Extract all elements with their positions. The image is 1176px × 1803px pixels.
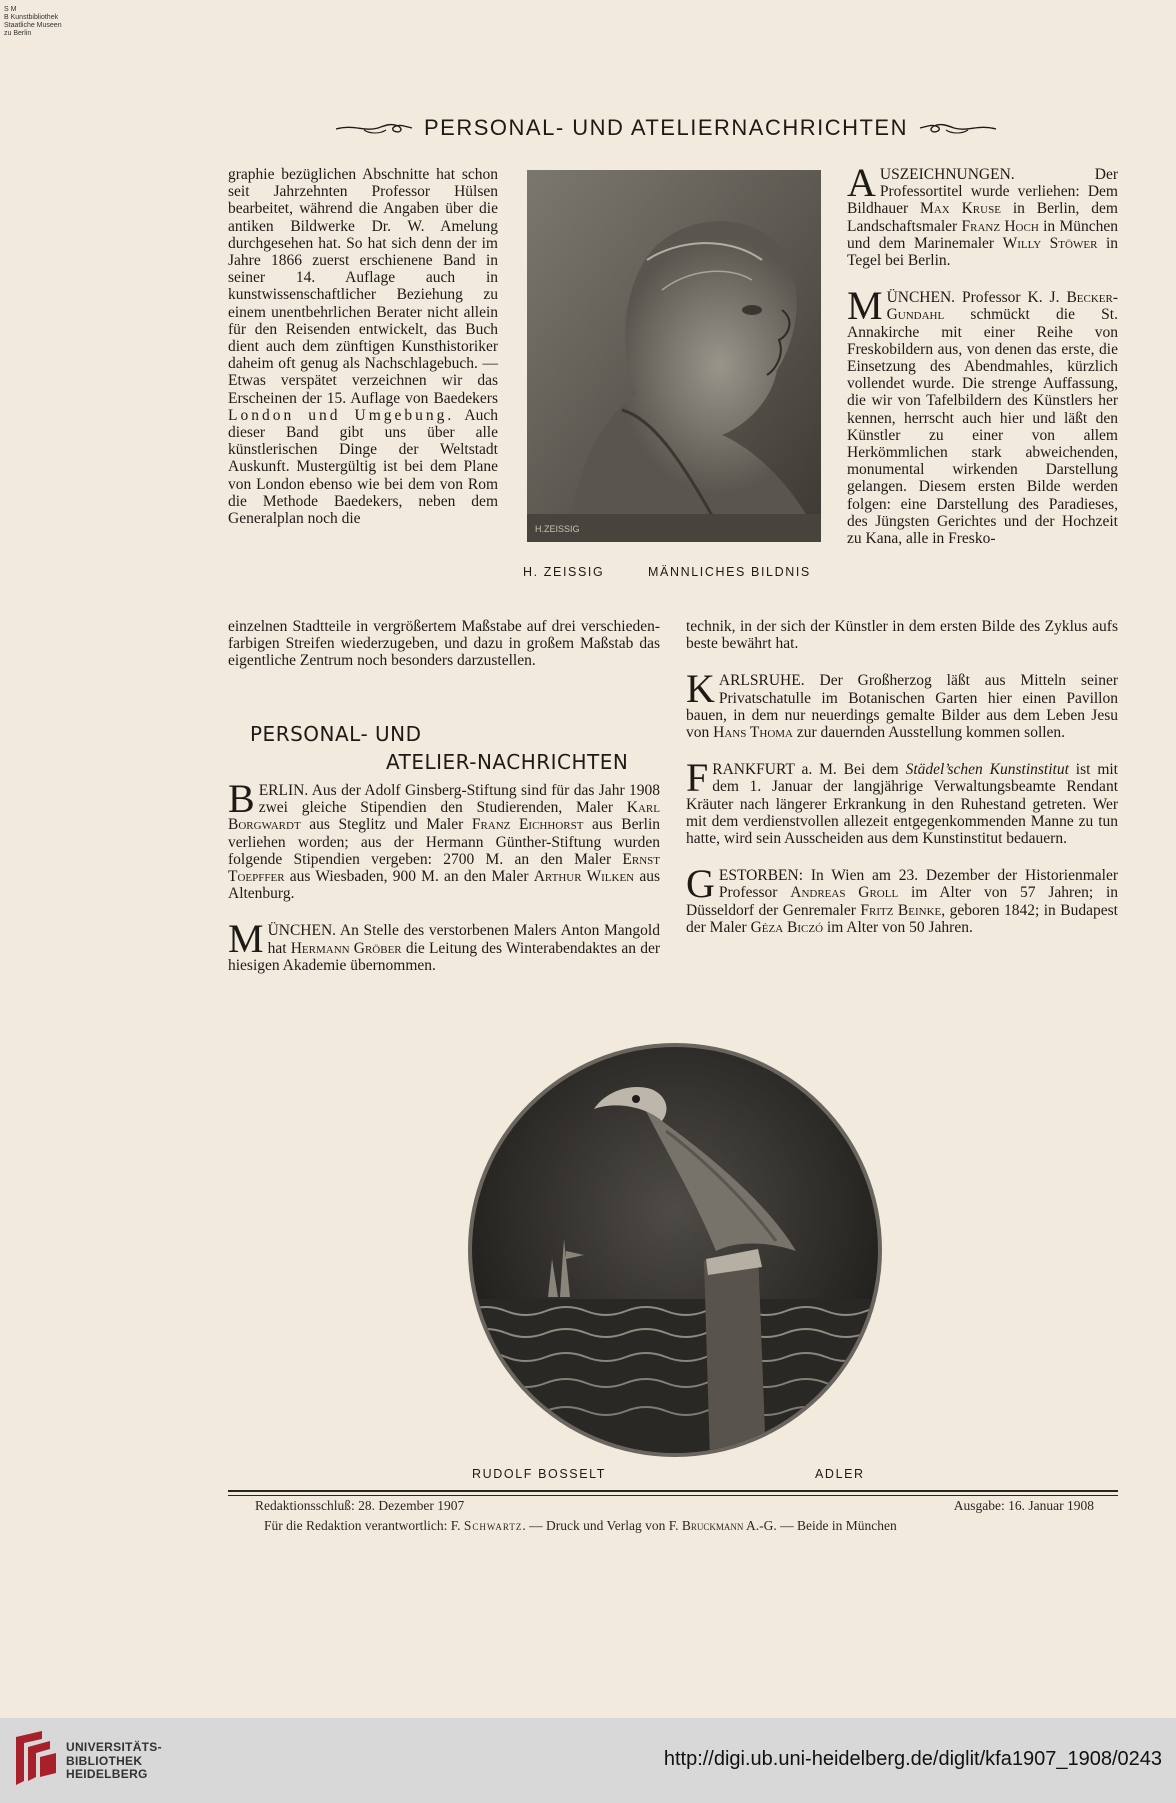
text-run: ESTORBEN: In Wien am 23. Dezember der Historienmaler Professor	[718, 867, 1118, 902]
medal-title-caption: ADLER	[815, 1467, 865, 1481]
text-run: in Berlin, dem Landschaftsmaler	[847, 200, 1118, 235]
drop-cap: F	[686, 761, 709, 801]
drop-cap: M	[847, 289, 883, 329]
text-run: Für die Redaktion verantwortlich: F.	[264, 1518, 464, 1533]
drop-cap: G	[686, 867, 715, 907]
text-run: technik, in der sich der Künstler in dem ersten Bilde des Zyklus aufs beste bewährt hat.	[686, 618, 1118, 653]
text-run: . — Druck und Verlag von F.	[522, 1518, 682, 1533]
running-header	[310, 113, 1022, 143]
drop-cap: B	[228, 782, 255, 821]
figure-artist-caption: H. ZEISSIG	[523, 565, 605, 579]
left-ornament-icon	[334, 120, 414, 136]
left-news-column	[228, 782, 660, 994]
person-name: Karl Borgwardt	[228, 799, 660, 834]
text-run: , geboren 1842; in Budapest der Maler	[686, 901, 1118, 936]
muenchen-news-2-end	[686, 618, 1118, 652]
muenchen-news-2	[847, 289, 1118, 547]
section-heading-line2: ATELIER-NACHRICHTEN	[386, 750, 629, 774]
stamp-line: S M	[4, 6, 17, 13]
person-name: Ernst Toepffer	[228, 850, 660, 886]
person-name: Franz Eichhorst	[471, 816, 584, 834]
library-name	[66, 1741, 162, 1782]
medal-artist-caption: RUDOLF BOSSELT	[472, 1467, 606, 1481]
text-run: schmückt die St. Annakirche mit einer Reihe von Freskobildern aus, von denen das erste, die Einsetzung des Abendmahles, kürzlich vollendet wurde. Die strenge Auffassung, die wir von Tafelbildern des Künstlers her kennen, herrscht auch hier und läßt den Künstler zu einer von allem Herkömmlichen stark abweichenden, monumental wirkenden Darstellung gelangen. Diesem ersten Bilde werden folgen: eine Darstellung des Paradieses, des Jüngsten Gerichtes und der Hochzeit zu Kana, alle in Fresko-	[847, 306, 1118, 548]
library-name-line: UNIVERSITÄTS-	[66, 1740, 162, 1754]
editor-name: Schwartz	[463, 1518, 523, 1533]
text-run: im Alter von 57 Jahren; in Düsseldorf der Genremaler	[686, 884, 1118, 919]
text-run: USZEICHNUNGEN. Der Professortitel wurde verliehen: Dem Bildhauer	[847, 166, 1118, 218]
text-run: in München und dem Marinemaler	[847, 217, 1118, 252]
drop-cap: M	[228, 922, 264, 962]
text-run: Auch dieser Band gibt uns über alle künstlerischen Dinge der Weltstadt Auskunft. Mustergültig ist bei dem Plane von London ebenso wie bei dem von Rom die Methode Baedekers, neben dem Generalplan noch die	[228, 406, 498, 528]
editorial-deadline: Redaktionsschluß: 28. Dezember 1907	[255, 1498, 465, 1513]
person-name: Franz Hoch	[961, 217, 1039, 235]
left-column-wide-text	[228, 618, 660, 670]
person-name: Hans Thoma	[713, 724, 793, 742]
person-name: Max Kruse	[920, 200, 1001, 218]
auszeichnungen-news	[847, 166, 1118, 269]
figure-title-caption: MÄNNLICHES BILDNIS	[648, 565, 811, 579]
left-column-text	[228, 166, 498, 527]
text-run: ARLSRUHE. Der Großherzog läßt aus Mitteln seiner Privatschatulle im Botanischen Garten hier einen Pavillon bauen, in dem nur neuerdings gemalte Bilder aus dem Leben Jesu von	[686, 672, 1118, 742]
right-column-wide	[686, 618, 1118, 956]
person-name: Géza Biczó	[750, 918, 824, 936]
text-run: A.-G. — Beide in München	[743, 1518, 897, 1533]
page-title: PERSONAL- UND ATELIERNACHRICHTEN	[424, 115, 908, 140]
drop-cap: A	[847, 166, 876, 205]
text-run: RANKFURT a. M. Bei dem	[712, 761, 906, 779]
text-run: im Alter von 50 Jahren.	[823, 918, 973, 936]
spaced-title: London und Umgebung.	[228, 406, 455, 424]
right-ornament-icon	[918, 120, 998, 136]
text-run: aus Altenburg.	[228, 868, 660, 903]
text-run: aus Steglitz und Maler	[300, 816, 472, 834]
muenchen-news-1	[228, 922, 660, 974]
right-column-narrow	[847, 166, 1118, 547]
text-run: aus Wiesbaden, 900 M. an den Maler	[284, 868, 534, 886]
eagle-medal-image	[466, 1041, 884, 1459]
person-name: Becker-Gundahl	[886, 289, 1118, 324]
baedeker-paragraph	[228, 166, 498, 527]
frankfurt-news	[686, 761, 1118, 847]
imprint-line	[264, 1518, 897, 1534]
library-stamp	[4, 6, 62, 38]
relief-portrait-image	[527, 170, 821, 542]
person-name: Hermann Gröber	[290, 939, 402, 957]
text-run: aus Berlin verliehen worden; aus der Hermann Günther-Stiftung wurden folgende Stipendien vergeben: 2700 M. an den Maler	[228, 816, 660, 868]
person-name: Andreas Groll	[790, 884, 899, 902]
institution-name: Städel’schen Kunstinstitut	[905, 761, 1069, 779]
section-heading-line1: PERSONAL- UND	[250, 722, 422, 746]
text-run: ERLIN. Aus der Adolf Ginsberg-Stiftung sind für das Jahr 1908 zwei gleiche Stipendien den Studierenden, Maler	[258, 782, 660, 817]
text-run: ÜNCHEN. An Stelle des verstorbenen Malers Anton Mangold hat	[267, 922, 660, 957]
footer-rule-bottom	[228, 1495, 1118, 1496]
text-run: graphie bezüglichen Abschnitte hat schon seit Jahrzehnten Professor Hülsen bearbeitet, während die Angaben über die antiken Bildwerke Dr. W. Amelung durchgesehen hat. So hat sich denn der im Jahre 1866 zuerst erschienene Band in seiner 14. Auflage auch in kunstwissenschaftlicher Beziehung zu einem unentbehrlichen Berater nicht allein für den Reisenden entwickelt, das Buch dient auch dem zünftigen Kunsthistoriker daheim oft genug als Nachschlagebuch. — Etwas verspätet verzeichnen wir das Erscheinen der 15. Auflage von Baedekers	[228, 166, 498, 407]
permalink-url[interactable]: http://digi.ub.uni-heidelberg.de/diglit/kfa1907_1908/0243	[663, 1748, 1162, 1770]
library-name-line: HEIDELBERG	[66, 1767, 148, 1781]
text-run: in Tegel bei Berlin.	[847, 234, 1118, 270]
stamp-line: B Kunstbibliothek	[4, 14, 59, 21]
text-run: ist mit dem 1. Januar der langjährige Verwaltungsbeamte Rendant Kräuter nach längerer Erkrankung in den Ruhestand getreten. Wer mit dem verdienstvollen allezeit entgegenkommenden Manne zu tun hatte, wird sein Ausscheiden aus dem Kunstinstitut bedauern.	[686, 761, 1118, 848]
issue-date: Ausgabe: 16. Januar 1908	[953, 1498, 1094, 1513]
berlin-news	[228, 782, 660, 902]
stamp-line: Staatliche Museen	[4, 22, 62, 29]
person-name: Fritz Beinke	[860, 901, 942, 919]
relief-signature: H.ZEISSIG	[535, 524, 580, 534]
footer-rule-top	[228, 1490, 1118, 1492]
karlsruhe-news	[686, 672, 1118, 741]
drop-cap: K	[686, 672, 715, 712]
publisher-name: Bruckmann	[681, 1518, 744, 1533]
text-run: ÜNCHEN. Professor K. J.	[886, 289, 1067, 307]
person-name: Arthur Wilken	[533, 868, 635, 886]
stamp-line: zu Berlin	[4, 30, 32, 37]
university-library-logo-icon	[12, 1729, 58, 1789]
gestorben-news	[686, 867, 1118, 936]
baedeker-paragraph-end: einzelnen Stadtteile in vergrößertem Maßstabe auf drei verschieden-farbigen Streifen wiederzugeben, und dazu in großem Maßstab das eigentliche Zentrum noch besonders darzustellen.	[228, 618, 660, 670]
library-name-line: BIBLIOTHEK	[66, 1753, 143, 1768]
text-run: zur dauernden Ausstellung kommen sollen.	[793, 724, 1066, 742]
person-name: Willy Stöwer	[1002, 234, 1098, 252]
text-run: die Leitung des Winterabendaktes an der hiesigen Akademie übernommen.	[228, 939, 660, 974]
